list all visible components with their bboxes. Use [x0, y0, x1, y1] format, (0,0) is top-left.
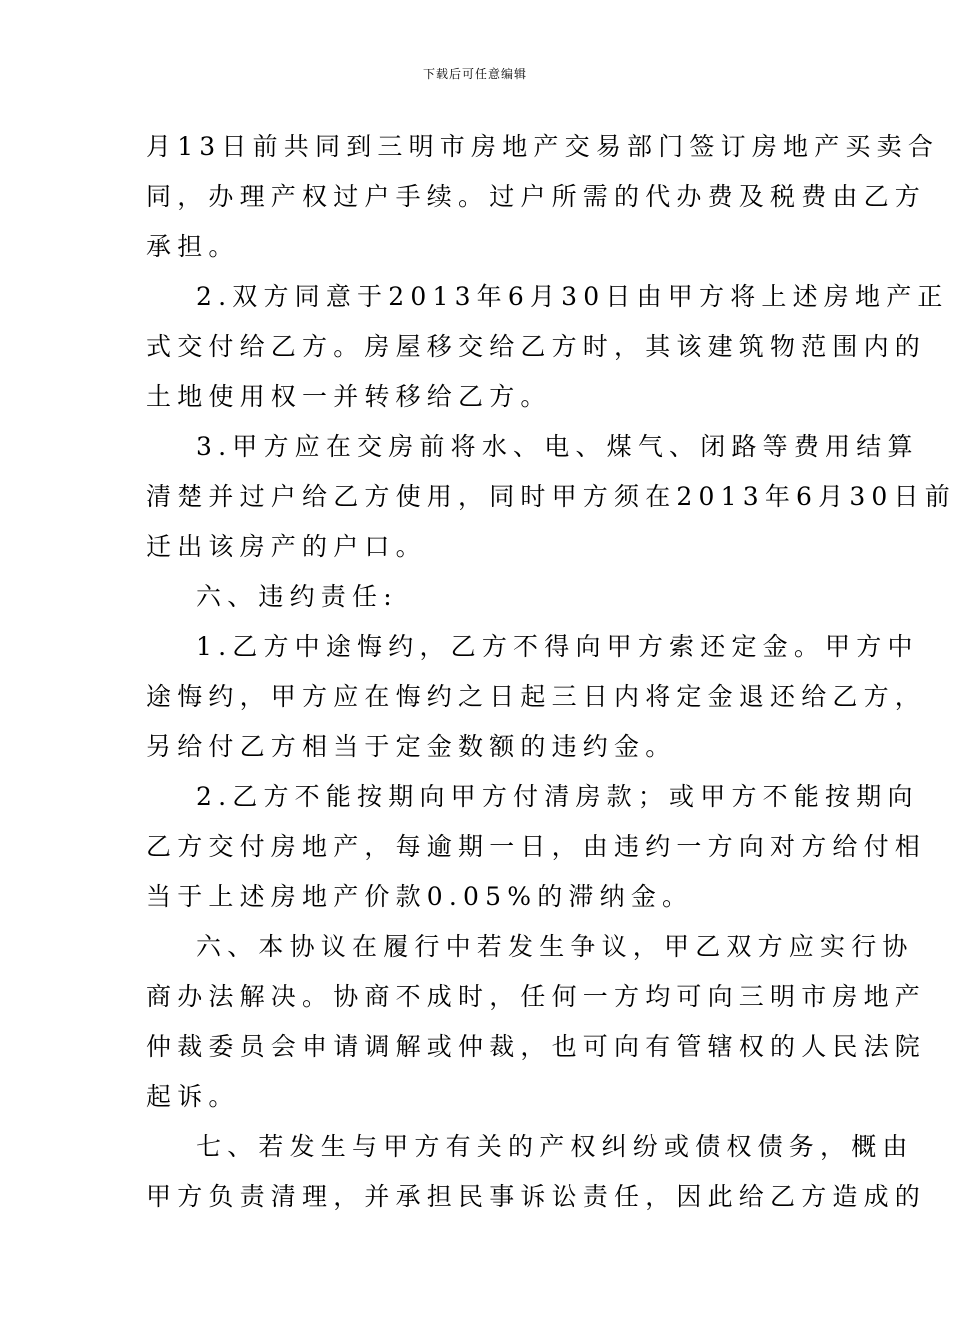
text-line: 另给付乙方相当于定金数额的违约金。 — [146, 732, 677, 761]
text-line: 六、本协议在履行中若发生争议，甲乙双方应实行协 — [196, 932, 914, 961]
text-line: 商办法解决。协商不成时，任何一方均可向三明市房地产 — [146, 982, 927, 1011]
text-line: 式交付给乙方。房屋移交给乙方时，其该建筑物范围内的 — [146, 332, 927, 361]
text-line: 3.甲方应在交房前将水、电、煤气、闭路等费用结算 — [196, 432, 919, 461]
text-line: 七、若发生与甲方有关的产权纠纷或债权债务，概由 — [196, 1132, 914, 1161]
text-line: 起诉。 — [146, 1082, 240, 1111]
section-heading: 六、违约责任: — [196, 582, 398, 611]
text-line: 同，办理产权过户手续。过户所需的代办费及税费由乙方 — [146, 182, 927, 211]
text-line: 迁出该房产的户口。 — [146, 532, 427, 561]
text-line: 2.双方同意于2013年6月30日由甲方将上述房地产正 — [196, 282, 949, 311]
text-line: 承担。 — [146, 232, 240, 261]
text-line: 仲裁委员会申请调解或仲裁，也可向有管辖权的人民法院 — [146, 1032, 927, 1061]
text-line: 清楚并过户给乙方使用，同时甲方须在2013年6月30日前 — [146, 482, 956, 511]
text-line: 途悔约，甲方应在悔约之日起三日内将定金退还给乙方， — [146, 682, 927, 711]
text-line: 1.乙方中途悔约，乙方不得向甲方索还定金。甲方中 — [196, 632, 919, 661]
text-line: 当于上述房地产价款0.05%的滞纳金。 — [146, 882, 694, 911]
text-line: 2.乙方不能按期向甲方付清房款；或甲方不能按期向 — [196, 782, 919, 811]
text-line: 土地使用权一并转移给乙方。 — [146, 382, 552, 411]
text-line: 乙方交付房地产，每逾期一日，由违约一方向对方给付相 — [146, 832, 927, 861]
header-note: 下载后可任意编辑 — [422, 67, 527, 81]
text-line: 甲方负责清理，并承担民事诉讼责任，因此给乙方造成的 — [146, 1182, 927, 1211]
text-line: 月13日前共同到三明市房地产交易部门签订房地产买卖合 — [146, 132, 940, 161]
document-body — [146, 122, 956, 1222]
